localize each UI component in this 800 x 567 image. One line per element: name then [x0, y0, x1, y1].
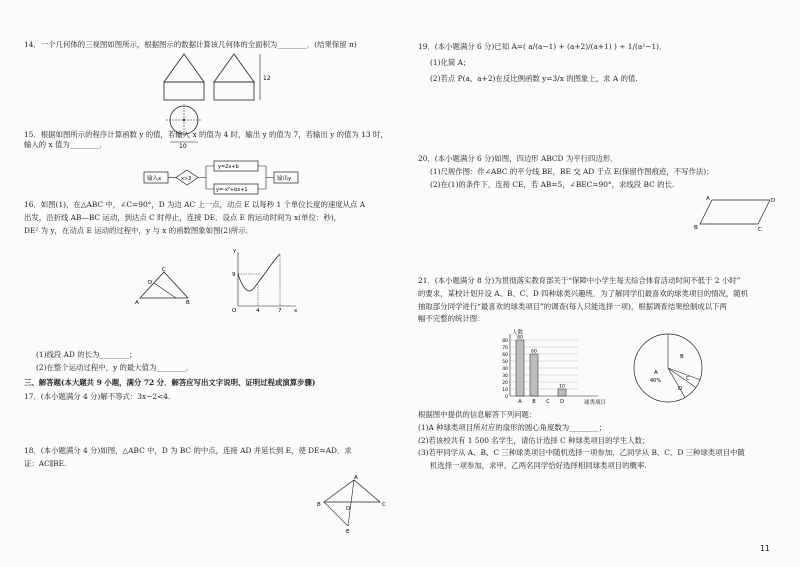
pie-label-B: B — [680, 354, 684, 360]
graph-y-label: y — [233, 248, 237, 254]
q18-line-2: 证：AC∥BE. — [24, 458, 67, 468]
q21-after: 根据图中提供的信息解答下列问题： — [418, 410, 537, 419]
bar-data-label-B: 60 — [531, 349, 537, 355]
q20-line-2: (1)尺规作图：作∠ABC 的平分线 BE，BE 交 AD 于点 E(保留作图痕迹，不写作法)； — [430, 166, 714, 176]
pie-label-C: C — [686, 376, 690, 382]
q21-sub-2: (2)若该校共有 1 500 名学生，请估计选择 C 种球类项目的学生人数； — [418, 435, 650, 445]
bar-category-B: B — [532, 399, 536, 405]
front-view-cylinder — [164, 82, 204, 100]
q16-line-2: 出发，沿折线 AB—BC 运动，到达点 C 时停止，连接 DE．设点 E 的运动时间为 x(单位：秒)， — [24, 212, 341, 222]
q16-line-3: DE² 为 y，在动点 E 运动的过程中，y 与 x 的函数图象如图(2)所示． — [24, 225, 254, 235]
bar-y-tick: 20 — [502, 381, 508, 386]
label-B: B — [186, 300, 190, 306]
pie-label-D: D — [678, 386, 683, 392]
q21-sub-1: (1)A 种球类项目所对应的扇形的圆心角度数为________； — [418, 422, 607, 432]
bar-x-axis-label: 球类项目 — [584, 400, 607, 406]
question-19 — [418, 42, 778, 86]
q20-label-B: B — [694, 225, 698, 231]
q19-line: 19．(本小题满分 6 分)已知 A=( a/(a−1) + (a+2)/(a+1) ) ÷ 1/(a²−1)． — [418, 42, 667, 51]
graph-origin-label: O — [232, 308, 237, 314]
bar-y-tick: 10 — [502, 388, 508, 393]
bar-y-tick: 80 — [502, 339, 508, 344]
function-graph-2 — [230, 250, 300, 312]
height-dimension-label: 12 — [263, 75, 271, 82]
flow-bottom-label: y=-x²+bx+1 — [216, 187, 248, 193]
triangle-figure-1 — [135, 267, 206, 310]
q18-label-A: A — [354, 475, 358, 481]
q16-sub-2: (2)在整个运动过程中，y 的最大值为________． — [36, 362, 194, 372]
bar-B — [530, 354, 538, 396]
q16-sub-1: (1)线段 AD 的长为________； — [36, 350, 137, 359]
q21-line-3: 抽取部分同学进行“最喜欢的球类项目”的调查(每人只能选择一项)，根据调查结果绘制成以下两 — [418, 301, 727, 311]
section-3-header: 三、解答题(本大题共 9 小题，满分 72 分．解答应写出文字说明、证明过程或演算步骤) — [24, 378, 316, 387]
bar-category-A: A — [518, 399, 522, 405]
q18-label-B: B — [317, 502, 321, 508]
bar-chart — [492, 330, 622, 408]
bar-y-tick: 50 — [502, 360, 508, 365]
pie-divider — [668, 368, 700, 380]
bar-A — [516, 340, 524, 396]
question-20 — [418, 154, 778, 233]
triangle-figure-18 — [316, 476, 396, 536]
bar-y-tick: 30 — [502, 374, 508, 379]
question-15 — [24, 130, 392, 193]
bar-y-axis-label: 人数 — [512, 330, 524, 336]
width-dimension-label: 10 — [179, 143, 187, 150]
q20-line-1: 20．(本小题满分 6 分)如图，四边形 ABCD 为平行四边形． — [418, 154, 618, 163]
q20-label-C: C — [758, 227, 762, 233]
q20-label-D: D — [771, 198, 776, 204]
q21-line-1: 21．(本小题满分 8 分)为贯彻落实教育部关于“保障中小学生每天综合体育活动时间不低于 2 小时” — [418, 276, 741, 285]
q21-sub-3b: 机选择一项参加，求甲、乙两名同学恰好选择相同球类项目的概率. — [430, 461, 647, 471]
question-18 — [24, 446, 392, 535]
q16-line-1: 16．如图(1)，在△ABC 中，∠C=90°，D 为边 AC 上一点，动点 E 以每秒 1 个单位长度的速度从点 A — [24, 200, 366, 209]
bar-y-tick: 70 — [502, 346, 508, 351]
bar-y-tick: 40 — [502, 367, 508, 372]
flow-input-label: 输入x — [147, 176, 162, 182]
parallelogram-figure — [694, 196, 780, 233]
q18-line-1: 18．(本小题满分 4 分)如图，△ABC 中，D 为 BC 的中点，连接 AD 并延长到 E，使 DE=AD．求 — [24, 446, 352, 455]
q20-line-3: (2)在(1)的条件下，连接 CE，若 AB=5，∠BEC=90°，求线段 BC 的长. — [430, 179, 675, 189]
side-view-cone — [214, 54, 254, 82]
bar-category-C: C — [546, 399, 550, 405]
q20-label-A: A — [706, 196, 710, 202]
side-view-cylinder — [214, 82, 254, 100]
q18-label-D: D — [346, 506, 351, 512]
question-21 — [418, 276, 778, 471]
front-view-cone — [164, 54, 204, 82]
q16-subquestions — [24, 350, 193, 376]
bar-category-D: D — [560, 399, 564, 405]
bar-data-label-D: 10 — [559, 384, 565, 390]
q21-questions — [418, 410, 778, 474]
label-A: A — [135, 300, 139, 306]
pie-divider — [668, 368, 696, 388]
q19-sub-1: (1)化简 A； — [430, 57, 471, 67]
pie-label-A: A — [654, 370, 658, 376]
flow-condition-label: x>3 — [181, 176, 192, 182]
pie-data-label-A: 40% — [650, 378, 662, 384]
bar-data-label-A: 80 — [517, 335, 523, 341]
q21-line-4: 幅不完整的统计图： — [418, 314, 485, 324]
q21-line-2: 的要求，某校计划开设 A、B、C、D 四种球类兴趣班．为了解同学们最喜欢的球类项目的情况，随机 — [418, 288, 749, 298]
q15-text: 15．根据如图所示的程序计算函数 y 的值，若输入 x 的值为 4 时，输出 y 的值为 7，若输出 y 的值为 13 时，输入的 x 值为________． — [24, 130, 388, 149]
question-17: 17．(本小题满分 4 分)解不等式：3x−2<4. — [24, 392, 171, 401]
question-16 — [24, 200, 392, 372]
graph-tick-7: 7 — [278, 308, 282, 314]
bar-D — [558, 389, 566, 396]
label-C: C — [162, 267, 166, 273]
flowchart — [144, 160, 324, 196]
bar-y-tick: 60 — [502, 353, 508, 358]
pie-chart — [628, 328, 708, 408]
q21-sub-3: (3)若甲同学从 A、B、C 三种球类项目中随机选择一项参加，乙同学从 B、C、D 三种球类项目中随 — [418, 448, 745, 458]
graph-tick-4: 4 — [256, 308, 260, 314]
graph-tick-9: 9 — [232, 272, 236, 278]
q19-sub-2: (2)若点 P(a，a+2)在反比例函数 y=3/x 的图象上，求 A 的值. — [430, 73, 638, 83]
page-number: 11 — [759, 544, 770, 554]
q14-text: 14．一个几何体的三视图如图所示，根据图示的数据计算该几何体的全面积为________．(结果保留 π) — [24, 40, 357, 49]
flow-top-label: y=2x+b — [218, 164, 239, 170]
q18-label-C: C — [382, 502, 386, 508]
label-D: D — [148, 280, 153, 286]
flow-output-label: 输出y — [277, 176, 292, 182]
graph-x-label: x — [294, 308, 298, 314]
bar-y-tick: 0 — [505, 395, 508, 400]
graph-curve — [238, 254, 280, 291]
q18-label-E: E — [346, 529, 350, 535]
pie-divider — [668, 368, 685, 397]
